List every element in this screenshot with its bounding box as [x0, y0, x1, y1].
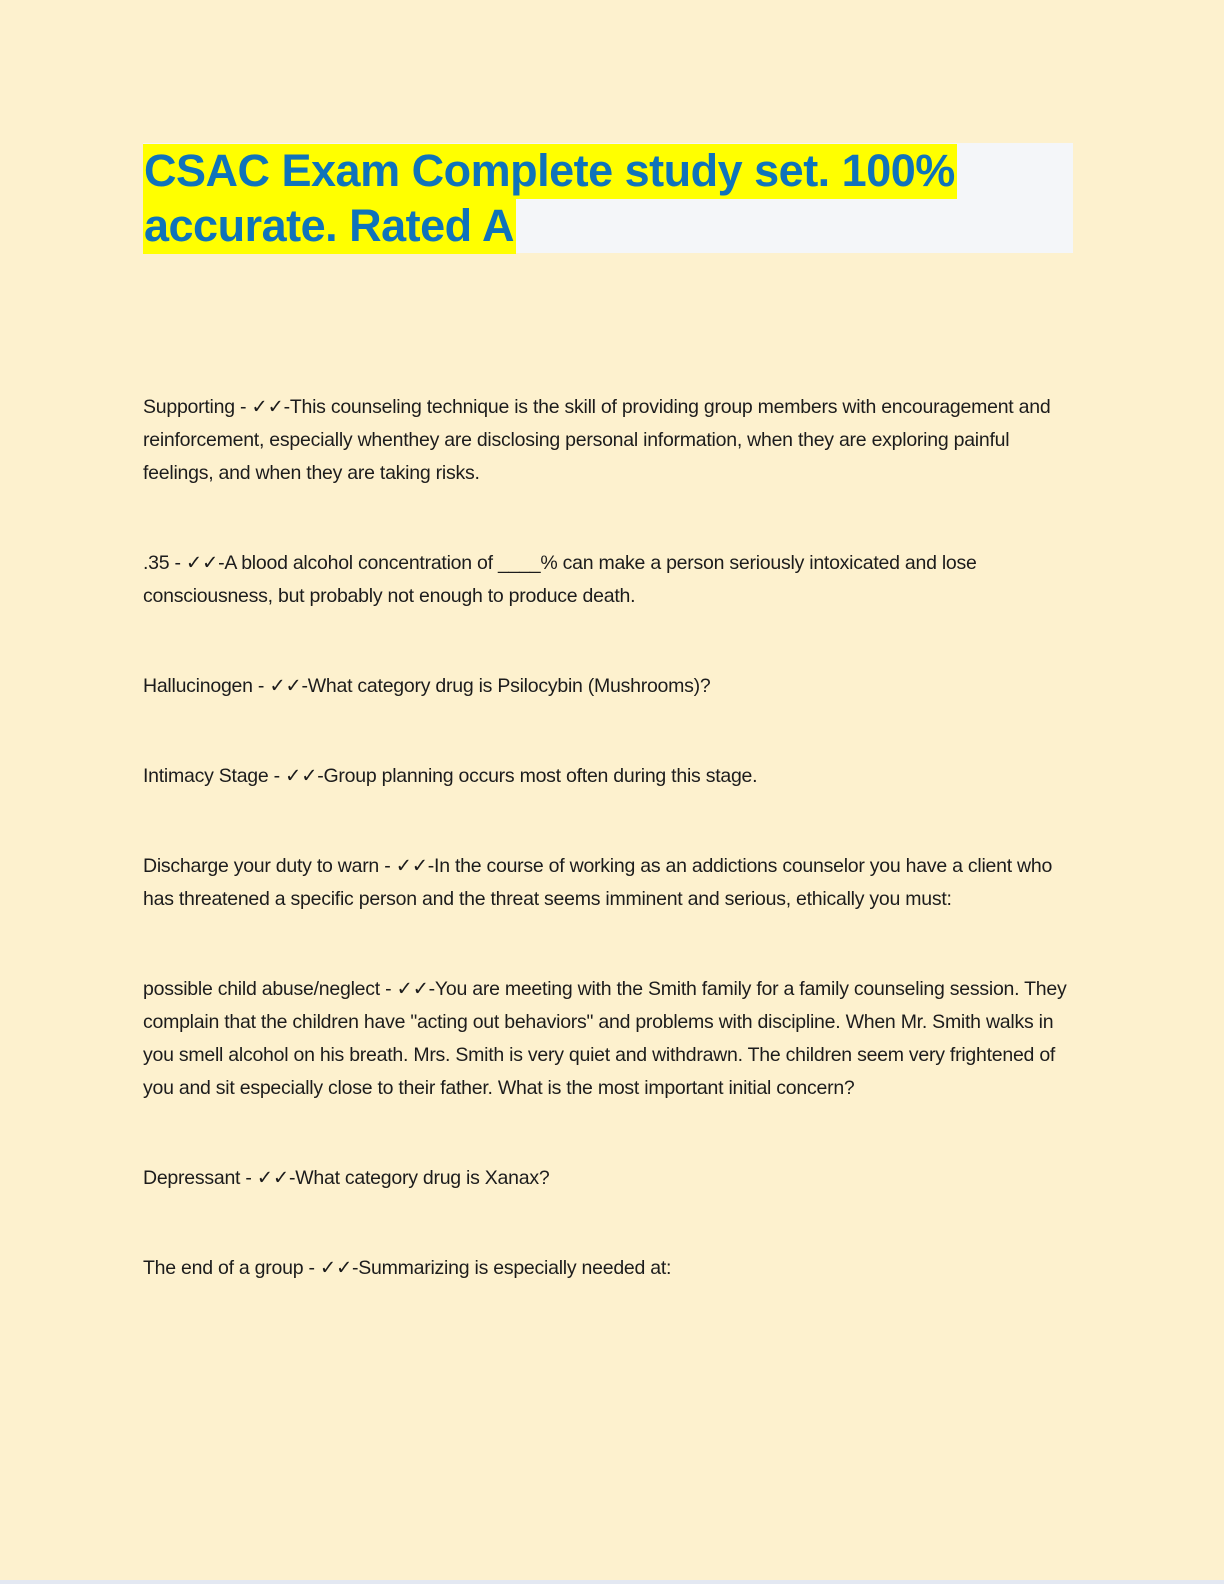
- title-block: [143, 143, 1073, 253]
- page-bottom-edge: [0, 1580, 1224, 1584]
- qa-paragraph: Depressant - ✓✓-What category drug is Xanax?: [143, 1167, 550, 1189]
- qa-paragraph: Discharge your duty to warn - ✓✓-In the course of working as an addictions counselor you have a client who has threatened a specific person and the threat seems imminent and serious, ethically you must:: [143, 855, 1053, 910]
- title-highlight: CSAC Exam Complete study set. 100% accurate. Rated A: [143, 144, 957, 254]
- qa-paragraph: Supporting - ✓✓-This counseling technique is the skill of providing group members with encouragement and reinforcement, especially whenthey are disclosing personal information, when they are exploring painful feelings, and when they are taking risks.: [143, 396, 1051, 484]
- qa-paragraph: Intimacy Stage - ✓✓-Group planning occurs most often during this stage.: [143, 765, 758, 787]
- document-body: [143, 391, 1083, 1342]
- qa-paragraph: Hallucinogen - ✓✓-What category drug is Psilocybin (Mushrooms)?: [143, 675, 711, 697]
- page-title: [143, 143, 1073, 253]
- qa-paragraph: The end of a group - ✓✓-Summarizing is especially needed at:: [143, 1257, 672, 1279]
- qa-paragraph: possible child abuse/neglect - ✓✓-You are meeting with the Smith family for a family counseling session. They complain that the children have "acting out behaviors" and problems with discipline. When Mr. Smith walks in you smell alcohol on his breath. Mrs. Smith is very quiet and withdrawn. The children seem very frightened of you and sit especially close to their father. What is the most important initial concern?: [143, 978, 1067, 1099]
- qa-paragraph: .35 - ✓✓-A blood alcohol concentration of ____% can make a person seriously intoxicated and lose consciousness, but probably not enough to produce death.: [143, 552, 977, 607]
